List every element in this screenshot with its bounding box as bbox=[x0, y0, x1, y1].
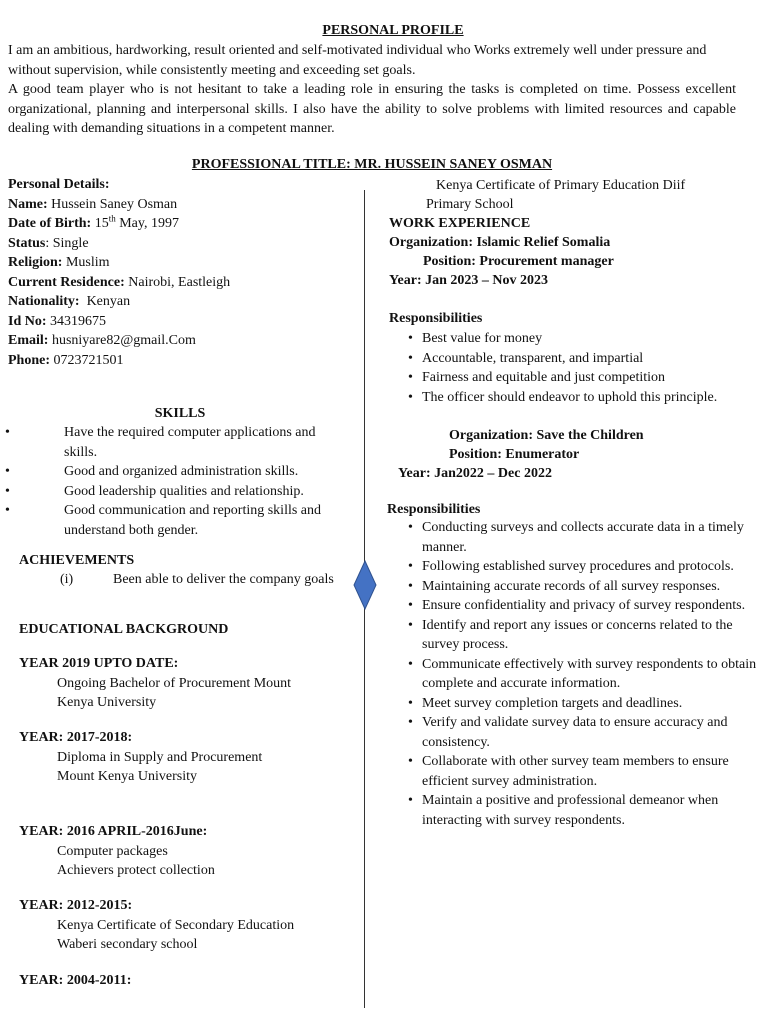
id-value: 34319675 bbox=[46, 313, 107, 329]
achievement-number: (i) bbox=[60, 572, 74, 587]
achievements-heading: ACHIEVEMENTS bbox=[19, 553, 135, 568]
status-label: Status bbox=[8, 235, 46, 251]
profile-paragraph-1: I am an ambitious, hardworking, result oriented and self-motivated individual who Works extremely well under pressure and without supervision, while consistently meeting and exceeding set goals. bbox=[8, 43, 707, 78]
profile-heading: PERSONAL PROFILE bbox=[322, 23, 464, 38]
professional-title: PROFESSIONAL TITLE: MR. HUSSEIN SANEY OSMAN bbox=[191, 157, 553, 172]
responsibility-item: • Accountable, transparent, and impartial bbox=[422, 349, 762, 369]
education-entry bbox=[19, 822, 215, 881]
education-detail: Kenya Certificate of Primary Education Diif bbox=[436, 178, 686, 193]
job1-year: Year: Jan 2023 – Nov 2023 bbox=[389, 273, 549, 288]
residence-label: Current Residence: bbox=[8, 274, 125, 290]
religion-label: Religion: bbox=[8, 255, 63, 270]
responsibility-item: • Maintain a positive and professional demeanor when interacting with survey respondents. bbox=[422, 791, 762, 830]
nationality-row bbox=[8, 292, 358, 312]
nationality-value: Kenyan bbox=[79, 294, 131, 309]
job2-responsibilities-list bbox=[422, 518, 762, 830]
education-year: YEAR: 2016 APRIL-2016June: bbox=[19, 824, 208, 839]
profile-paragraph-2: A good team player who is not hesitant to take a leading role in ensuring the tasks is completed on time. Possess excellent organizational, planning and interpersonal skills. I also have the ability to solve problems with limited resources and capable dealing with demanding situations in a competent manner. bbox=[8, 82, 736, 136]
education-detail: Computer packages bbox=[57, 843, 168, 859]
skills-heading: SKILLS bbox=[154, 406, 206, 421]
skills-list bbox=[19, 423, 341, 540]
name-row bbox=[8, 195, 358, 215]
phone-value: 0723721501 bbox=[50, 352, 124, 368]
status-row bbox=[8, 234, 358, 254]
status-value: : Single bbox=[45, 235, 89, 251]
education-detail: Diploma in Supply and Procurement bbox=[57, 749, 263, 765]
dob-row bbox=[8, 214, 358, 234]
email-label: Email: bbox=[8, 333, 49, 348]
email-row bbox=[8, 331, 358, 351]
job2-year: Year: Jan2022 – Dec 2022 bbox=[398, 466, 552, 481]
responsibility-item: • Fairness and equitable and just competition bbox=[422, 368, 762, 388]
email-value: husniyare82@gmail.Com bbox=[48, 333, 196, 348]
religion-value: Muslim bbox=[62, 255, 110, 270]
education-year: YEAR: 2017-2018: bbox=[19, 730, 133, 745]
id-row bbox=[8, 312, 358, 332]
education-heading: EDUCATIONAL BACKGROUND bbox=[19, 622, 229, 637]
responsibility-item: • Meet survey completion targets and deadlines. bbox=[422, 694, 762, 714]
job1-responsibilities-list bbox=[422, 329, 762, 407]
education-entry bbox=[19, 654, 291, 713]
responsibility-item: • Ensure confidentiality and privacy of survey respondents. bbox=[422, 596, 762, 616]
responsibility-item: • The officer should endeavor to uphold this principle. bbox=[422, 388, 762, 408]
education-detail: Kenya Certificate of Secondary Education bbox=[57, 917, 295, 933]
divider-diamond-icon bbox=[353, 560, 377, 610]
dob-day: 15 bbox=[91, 216, 109, 231]
education-detail: Ongoing Bachelor of Procurement Mount bbox=[57, 675, 292, 691]
responsibility-item: • Verify and validate survey data to ensure accuracy and consistency. bbox=[422, 713, 762, 752]
name-value: Hussein Saney Osman bbox=[47, 196, 178, 212]
education-detail: Kenya University bbox=[57, 695, 157, 710]
education-year: YEAR: 2004-2011: bbox=[19, 973, 132, 988]
id-label: Id No: bbox=[8, 313, 47, 329]
dob-label: Date of Birth: bbox=[8, 216, 92, 231]
job1-responsibilities-heading: Responsibilities bbox=[389, 311, 483, 326]
skill-item: • Have the required computer applications and skills. bbox=[19, 423, 341, 462]
responsibility-item: • Maintaining accurate records of all survey responses. bbox=[422, 577, 762, 597]
job2-position: Position: Enumerator bbox=[449, 447, 580, 462]
education-detail: Achievers protect collection bbox=[57, 863, 215, 878]
achievement-item: Been able to deliver the company goals bbox=[113, 572, 334, 587]
work-heading: WORK EXPERIENCE bbox=[389, 216, 531, 231]
responsibility-item: • Following established survey procedures and protocols. bbox=[422, 557, 762, 577]
dob-value: May, 1997 bbox=[115, 216, 179, 231]
responsibility-item: • Conducting surveys and collects accurate data in a timely manner. bbox=[422, 518, 762, 557]
responsibility-item: • Communicate effectively with survey respondents to obtain complete and accurate information. bbox=[422, 655, 762, 694]
education-entry bbox=[19, 896, 294, 955]
name-label: Name: bbox=[8, 196, 48, 212]
personal-details bbox=[8, 175, 358, 370]
phone-label: Phone: bbox=[8, 352, 50, 368]
responsibility-item: • Collaborate with other survey team members to ensure efficient survey administration. bbox=[422, 752, 762, 791]
residence-row bbox=[8, 273, 358, 293]
dob-suffix: th bbox=[108, 213, 116, 224]
responsibility-item: • Identify and report any issues or concerns related to the survey process. bbox=[422, 616, 762, 655]
job2-responsibilities-heading: Responsibilities bbox=[387, 502, 481, 517]
skill-item: • Good leadership qualities and relationship. bbox=[19, 482, 341, 502]
job2-organization: Organization: Save the Children bbox=[449, 428, 644, 443]
education-year: YEAR 2019 UPTO DATE: bbox=[19, 656, 179, 671]
education-detail: Mount Kenya University bbox=[57, 769, 197, 784]
job1-organization: Organization: Islamic Relief Somalia bbox=[389, 235, 611, 250]
education-year: YEAR: 2012-2015: bbox=[19, 898, 133, 913]
education-detail: Waberi secondary school bbox=[57, 937, 198, 952]
education-entry bbox=[19, 728, 262, 787]
religion-row bbox=[8, 253, 358, 273]
skill-item: • Good and organized administration skills. bbox=[19, 462, 341, 482]
phone-row bbox=[8, 351, 358, 371]
education-detail: Primary School bbox=[426, 197, 514, 212]
job1-position: Position: Procurement manager bbox=[423, 254, 614, 269]
skill-item: • Good communication and reporting skills and understand both gender. bbox=[19, 501, 341, 540]
residence-value: Nairobi, Eastleigh bbox=[124, 274, 231, 290]
nationality-label: Nationality: bbox=[8, 294, 80, 309]
personal-details-heading: Personal Details: bbox=[8, 177, 110, 192]
responsibility-item: • Best value for money bbox=[422, 329, 762, 349]
